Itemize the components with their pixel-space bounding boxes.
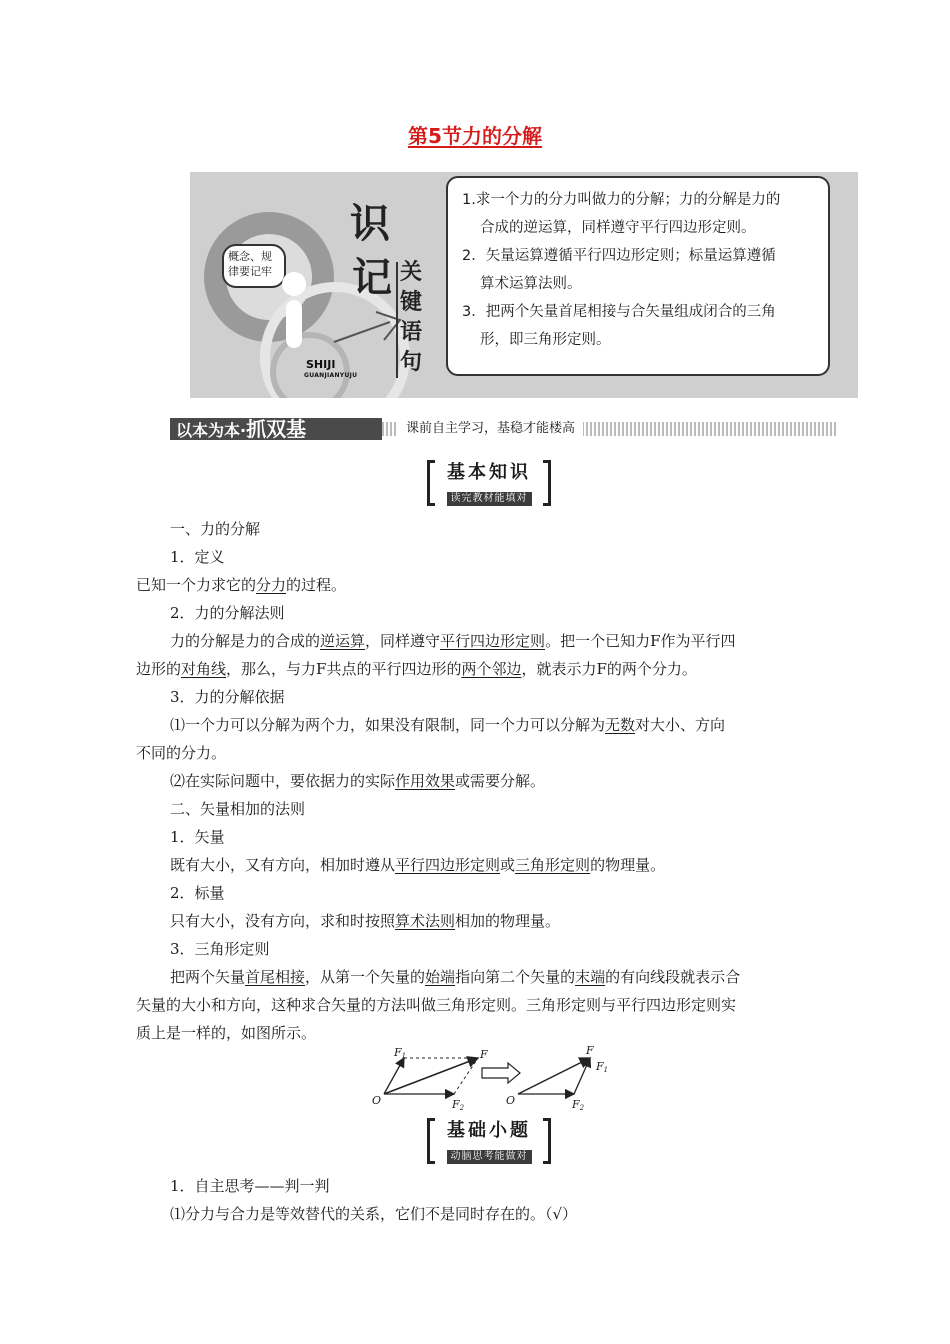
key-points-banner [190, 172, 858, 398]
subheading: 3．力的分解依据 [170, 688, 285, 706]
heading: 二、矢量相加的法则 [170, 800, 306, 818]
basic-questions-tag: 基础小题 动脑思考能做对 [427, 1118, 551, 1164]
label-f2: F [452, 1098, 460, 1110]
svg-text:F2 [451, 1098, 465, 1110]
paragraph: 既有大小，又有方向，相加时遵从平行四边形定则或三角形定则的物理量。 [170, 856, 666, 874]
key-point-line: 3．把两个矢量首尾相接与合矢量组成闭合的三角 [462, 304, 776, 320]
key-point-line: 2．矢量运算遵循平行四边形定则；标量运算遵循 [462, 248, 776, 264]
heading: 一、力的分解 [170, 520, 261, 538]
section-bar-label: 以本为本·抓双基 [170, 418, 382, 440]
paragraph: 只有大小，没有方向，求和时按照算术法则相加的物理量。 [170, 912, 561, 930]
subheading: 1．矢量 [170, 828, 225, 846]
paragraph: ⑵在实际问题中，要依据力的实际作用效果或需要分解。 [170, 772, 546, 790]
subheading: 3．三角形定则 [170, 940, 270, 958]
svg-text:F2 [571, 1098, 585, 1110]
page-title: 第5节力的分解 [408, 124, 542, 148]
label-o-2: O [506, 1094, 516, 1107]
key-points-box [446, 176, 830, 376]
speech-bubble: 概念、规律要记牢 [222, 244, 286, 288]
section-bar-caption: 课前自主学习，基稳才能楼高 [398, 418, 583, 440]
paragraph: 质上是一样的，如图所示。 [136, 1024, 317, 1042]
svg-text:F1 [595, 1060, 608, 1074]
subheading: 1．定义 [170, 548, 225, 566]
label-o: O [372, 1094, 382, 1107]
subheading: 2．标量 [170, 884, 225, 902]
label-f-2: F [586, 1044, 594, 1057]
arrow-icon [330, 302, 410, 352]
paragraph: 边形的对角线，那么，与力F共点的平行四边形的两个邻边，就表示力F的两个分力。 [136, 660, 697, 678]
label-f1-2: F [596, 1060, 604, 1073]
subheading: 2．力的分解法则 [170, 604, 285, 622]
label-f: F [480, 1048, 488, 1061]
vertical-label: 关键语句 [400, 260, 423, 375]
label-f2-2: F [572, 1098, 580, 1110]
key-point-line: 形，即三角形定则。 [480, 332, 611, 348]
label-f1-2-sub: 1 [603, 1066, 609, 1074]
vector-diagram [364, 1044, 624, 1110]
label-f2-sub: 2 [459, 1104, 465, 1110]
vertical-divider [396, 262, 398, 378]
svg-text:F1 [393, 1046, 406, 1060]
label-f1-sub: 1 [401, 1052, 407, 1060]
section-bar [170, 418, 838, 440]
key-point-line: 算术运算法则。 [480, 276, 582, 292]
person-icon [282, 272, 306, 296]
shiji-label: SHIJI [306, 358, 336, 371]
basic-questions-content [136, 1172, 816, 1228]
key-point-line: 合成的逆运算，同样遵守平行四边形定则。 [480, 220, 756, 236]
question-item: ⑴分力与合力是等效替代的关系，它们不是同时存在的。（√） [170, 1205, 578, 1223]
label-f2-2-sub: 2 [579, 1104, 585, 1110]
paragraph: ⑴一个力可以分解为两个力，如果没有限制，同一个力可以分解为无数对大小、方向 [170, 716, 726, 734]
basic-knowledge-content [136, 515, 816, 1047]
person-body-icon [286, 300, 302, 348]
paragraph: 已知一个力求它的分力的过程。 [136, 576, 347, 594]
big-char-shi: 识 [350, 201, 390, 247]
basic-knowledge-tag: 基本知识 读完教材能填对 [427, 460, 551, 506]
paragraph: 不同的分力。 [136, 744, 227, 762]
shiji-sub-label: GUANJIANYUJU [304, 372, 358, 379]
paragraph: 把两个矢量首尾相接，从第一个矢量的始端指向第二个矢量的末端的有向线段就表示合 [170, 968, 741, 986]
label-f1: F [394, 1046, 402, 1059]
key-point-line: 1.求一个力的分力叫做力的分解；力的分解是力的 [462, 192, 781, 208]
question-heading: 1．自主思考——判一判 [170, 1177, 330, 1195]
big-char-ji: 记 [352, 255, 392, 301]
paragraph: 矢量的大小和方向，这种求合矢量的方法叫做三角形定则。三角形定则与平行四边形定则实 [136, 996, 737, 1014]
paragraph: 力的分解是力的合成的逆运算，同样遵守平行四边形定则。把一个已知力F作为平行四 [170, 632, 736, 650]
